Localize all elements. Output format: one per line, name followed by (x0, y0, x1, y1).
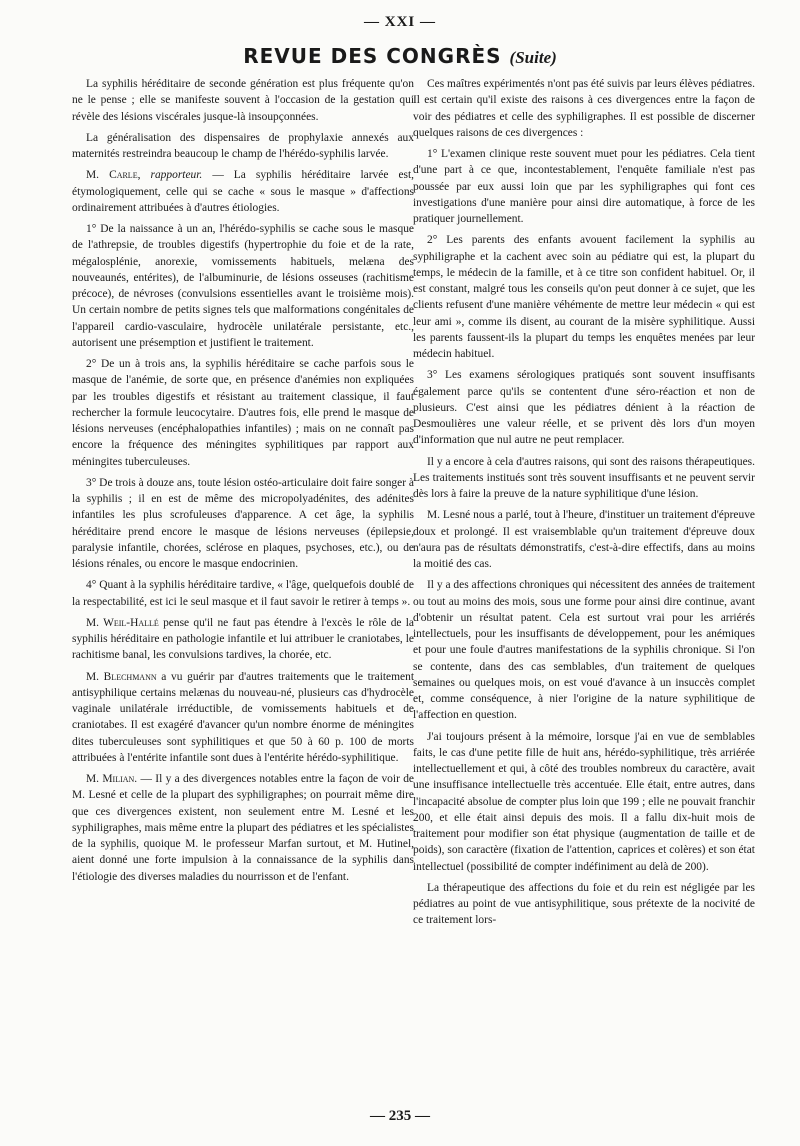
speaker-name: M. Carle, (86, 169, 141, 182)
paragraph-text: pense qu'il ne faut pas étendre à l'excès le rôle de la syphilis héréditaire en pathologie infantile et lui attribuer le craniotabes, le rachitisme banal, les convulsions tardives, la chorée, etc. (72, 616, 414, 662)
title-text: REVUE DES CONGRÈS (243, 44, 502, 68)
right-column (413, 76, 755, 934)
section-title (0, 44, 800, 68)
roman-page-number: — XXI — (363, 14, 436, 30)
paragraph: Il y a encore à cela d'autres raisons, qui sont des raisons thérapeutiques. Les traitements institués sont très souvent insuffisants et ne peuvent servir dès lors à faire la preuve de la nature syphilitique d'une lésion. (413, 455, 755, 500)
paragraph: 2° Les parents des enfants avouent facilement la syphilis au syphiligraphe et la cachent avec soin au pédiatre qui est, la plupart du temps, le médecin de la famille, et à ce titre son confident habituel. Or, il est constant, malgré tous les conseils qu'on peut donner à ce sujet, que les clients refusent d'une manière véhémente de mettre leur médecin « qui est leur ami », comme ils disent, au courant de la misère syphilitique. Aussi les parents faussent-ils la plupart du temps les enquêtes menées par leur médecin habituel. (413, 234, 755, 360)
paragraph: 4° Quant à la syphilis héréditaire tardive, « l'âge, quelquefois doublé de la respectabilité, est ici le seul masque et il faut savoir le retirer à temps ». (72, 579, 414, 608)
paragraph: 3° Les examens sérologiques pratiqués sont souvent insuffisants également parce qu'ils se contentent d'une séro-réaction et non de plusieurs. C'est ainsi que les pédiatres dénient à la réaction de Desmoulières une valeur réelle, et se privent dès lors d'un moyen d'information que nul autre ne peut remplacer. (413, 369, 755, 447)
paragraph: J'ai toujours présent à la mémoire, lorsque j'ai en vue de semblables faits, le cas d'une petite fille de huit ans, hérédo-syphilitique, très arriérée intellectuellement et qui, à côté des troubles nombreux du caractère, avait une insuffisance intellectuelle très accentuée. Elle était, entre autres, dans l'incapacité absolue de compter plus loin que 199 ; elle ne pouvait franchir 200, et elle était ainsi depuis des mois. Il a fallu dix-huit mois de traitement pour modifier son état physique (augmentation de taille et de poids), son caractère (fixation de l'attention, caprices et colères) et son état intellectuel (possibilité de compter indéfiniment au delà de 200). (413, 730, 755, 873)
speaker-name: M. Weil-Hallé (86, 616, 159, 629)
title-suffix: (Suite) (509, 48, 557, 67)
speaker-role: rapporteur. (150, 169, 203, 182)
paragraph: 1° De la naissance à un an, l'hérédo-syphilis se cache sous le masque de l'athrepsie, de troubles digestifs (hypertrophie du foie et de la rate, mégalosplénie, anorexie, vomissements habituels, melæna des nouveaunés, entérites), de l'albuminurie, de lésions osseuses (rachitisme précoce), de névroses (convulsions essentielles avant le troisième mois). Un certain nombre de petits signes tels que malformations congénitales de l'appareil cardio-vasculaire, hydrocèle unilatérale persistante, etc., autorisent une présemption et justifient le traitement. (72, 223, 414, 349)
paragraph: 3° De trois à douze ans, toute lésion ostéo-articulaire doit faire songer à la syphilis ; il en est de même des micropolyadénites, des adénites infantiles les plus scrofuleuses d'apparence. A cet âge, la syphilis héréditaire prend encore le masque de lésions nerveuses (épilepsie, paralysie infantile, chorées, sclérose en plaques, psychoses, etc.), ou de lésions rénales, ou encore le masque endocrinien. (72, 476, 414, 570)
paragraph (72, 771, 414, 885)
paragraph-text: a vu guérir par d'autres traitements que le traitement antisyphilique certains melænas du nouveau-né, plusieurs cas d'hydrocèle vaginale unilatérale irréductible, de vomissements habituels et de craniotabes. Il est exagéré d'avancer qu'un nombre énorme de méningites dites tuberculeuses sont syphilitiques et que 50 à 60 p. 100 de morts attribuées à l'entérite infantile sont dues à l'entérite hérédo-syphilitique. (72, 670, 414, 764)
page-number: — 235 — (370, 1108, 430, 1124)
paragraph: M. Lesné nous a parlé, tout à l'heure, d'instituer un traitement d'épreuve doux et prolongé. Il est vraisemblable qu'un traitement d'épreuve doux n'aura pas de résultats démonstratifs, c'est-à-dire effectifs, dans au moins la moitié des cas. (413, 509, 755, 570)
paragraph: 2° De un à trois ans, la syphilis héréditaire se cache parfois sous le masque de l'anémie, de sorte que, en présence d'anémies non expliquées par les troubles digestifs et résistant au traitement classique, il faut rechercher la formule leucocytaire. D'autres fois, elle prend le masque de lésions nerveuses (encéphalopathies infantiles) ; mais on ne connaît pas encore la fréquence des méningites syphilitiques par rapport aux méningites tuberculeuses. (72, 358, 414, 468)
speaker-name: M. Blechmann (86, 670, 157, 683)
paragraph (72, 669, 414, 767)
paragraph-text: — Il y a des divergences notables entre la façon de voir de M. Lesné et celle de la plupart des syphiligraphes; on pourrait même dire que ces divergences existent, non seulement entre M. Lesné et les syphiligraphes, mais même entre la plupart des pédiatres et les spécialistes de la syphilis, quoique M. le professeur Marfan surtout, et M. Hutinel, aient donné une forte impulsion à la connaissance de la syphilis dans l'étiologie des diverses maladies du nourrisson et de l'enfant. (72, 773, 415, 883)
speaker-name: M. Milian. (86, 773, 138, 785)
left-column (72, 76, 414, 890)
paragraph (72, 615, 414, 664)
paragraph: La syphilis héréditaire de seconde génération est plus fréquente qu'on ne le pense ; elle se manifeste souvent à l'occasion de la gestation qui révèle des lésions viscérales jusque-là insoupçonnées. (72, 78, 414, 123)
paragraph: Ces maîtres expérimentés n'ont pas été suivis par leurs élèves pédiatres. Il est certain qu'il existe des raisons à ces divergences entre la façon de voir des pédiatres et celle des syphiligraphes. Il est possible de discerner quelques raisons de ces divergences : (413, 78, 755, 139)
paragraph: La généralisation des dispensaires de prophylaxie annexés aux maternités restreindra beaucoup le champ de l'hérédo-syphilis larvée. (72, 131, 414, 160)
paragraph: Il y a des affections chroniques qui nécessitent des années de traitement ou tout au moins des mois, sous une forme pour ainsi dire continue, avant d'obtenir un résultat patent. Cela est surtout vrai pour les arriérés intellectuels, pour les insuffisants de développement, pour les anémiques et pour une foule d'autres manifestations de la syphilis chronique. Si l'on se contente, dans des cas semblables, d'un traitement de quelques semaines ou quelques mois, on est voué d'avance à un insuccès complet et, comme conséquence, à nier l'origine de la nature syphilitique de l'affection en question. (413, 579, 755, 722)
paragraph-text: — La syphilis héréditaire larvée est, étymologiquement, celle qui se cache « sous le masque » d'affections ordinairement attribuées à d'autres étiologies. (72, 169, 415, 214)
paragraph: 1° L'examen clinique reste souvent muet pour les pédiatres. Cela tient d'une part à ce que, incontestablement, l'enquête familiale n'est pas poussée par eux aussi loin que par les syphiligraphes qui font ces investigations d'une manière pour ainsi dire automatique, à force de les pratiquer journellement. (413, 148, 755, 225)
paragraph (72, 167, 414, 216)
paragraph: La thérapeutique des affections du foie et du rein est négligée par les pédiatres au point de vue antisyphilitique, sous prétexte de la nocivité de ce traitement lors- (413, 881, 755, 927)
